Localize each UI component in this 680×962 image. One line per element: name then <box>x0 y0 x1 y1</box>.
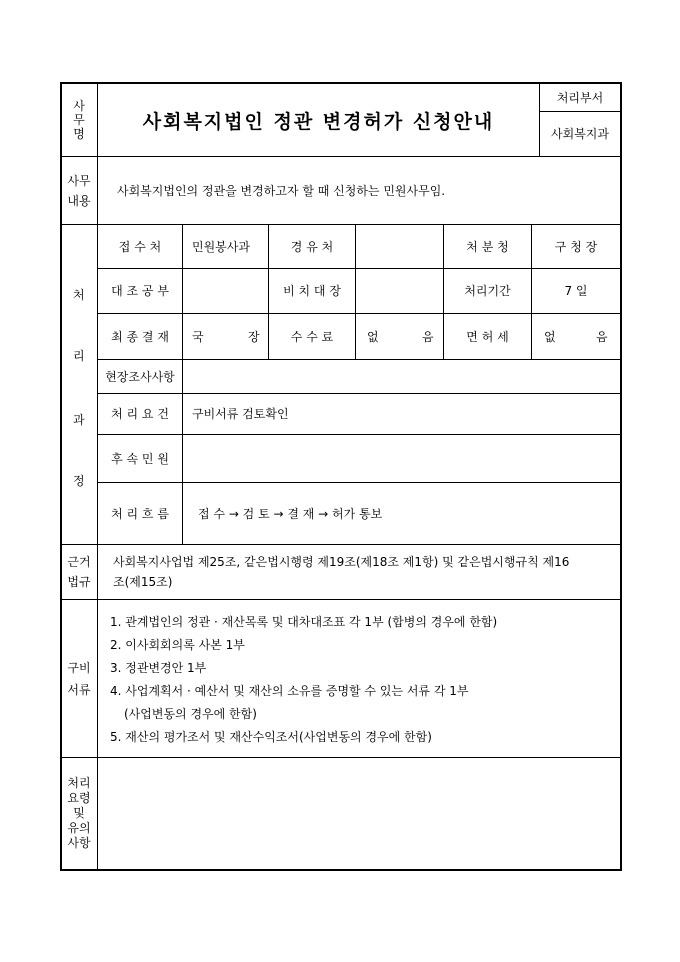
license-tax-label: 면 허 세 <box>466 329 509 344</box>
fee-label: 수 수 료 <box>290 329 334 344</box>
notes-label: 요령 <box>67 791 91 805</box>
legal-text-line: 조(제15조) <box>113 575 173 589</box>
notes-label: 처리 <box>67 776 91 790</box>
list-item: 1. 관계법인의 정관 · 재산목록 및 대차대조표 각 1부 (합병의 경우에 한함) <box>110 615 498 629</box>
license-tax-value-a: 없 <box>544 330 556 344</box>
page-title: 사회복지법인 정관 변경허가 신청안내 <box>142 110 495 133</box>
list-item: (사업변동의 경우에 한함) <box>124 707 257 721</box>
final-approval-label: 최 종 결 재 <box>111 329 169 344</box>
flow-label: 처 리 흐 름 <box>111 506 169 521</box>
via-label: 경 유 처 <box>290 239 334 254</box>
notes-label: 유의 <box>67 821 91 835</box>
fee-value-b: 음 <box>422 330 434 344</box>
followup-label: 후 속 민 원 <box>111 451 169 466</box>
license-tax-value-b: 음 <box>596 330 608 344</box>
title-side-label <box>61 84 97 156</box>
notes-label: 사항 <box>67 836 91 850</box>
final-approval-value-a: 국 <box>192 330 204 344</box>
documents-label: 서류 <box>67 682 91 697</box>
process-side-char: 과 <box>73 413 85 427</box>
documents-label: 구비 <box>67 660 91 675</box>
requirements-label: 처 리 요 건 <box>111 407 169 421</box>
dept-value: 사회복지과 <box>551 127 609 141</box>
disposition-label: 처 분 청 <box>466 239 509 254</box>
disposition-value: 구 청 장 <box>554 239 598 254</box>
register-label: 비 치 대 장 <box>283 284 341 298</box>
fee-value-a: 없 <box>367 330 379 344</box>
ledger-label: 대 조 공 부 <box>111 284 169 298</box>
flow-value: 접 수 → 검 토 → 결 재 → 허가 통보 <box>198 507 383 521</box>
list-item: 2. 이사회회의록 사본 1부 <box>110 638 245 652</box>
legal-text-line: 사회복지사업법 제25조, 같은법시행령 제19조(제18조 제1항) 및 같은법시행규칙 제16 <box>113 555 570 569</box>
list-item: 4. 사업계획서 · 예산서 및 재산의 소유를 증명할 수 있는 서류 각 1부 <box>110 684 469 698</box>
notes-label: 및 <box>73 806 85 820</box>
process-side-char: 정 <box>73 474 85 488</box>
legal-label: 근거 <box>67 555 91 569</box>
period-label: 처리기간 <box>464 284 511 298</box>
intake-value: 민원봉사과 <box>192 240 250 254</box>
side-char: 사 <box>73 99 85 113</box>
task-label: 내용 <box>67 193 91 208</box>
intake-label: 접 수 처 <box>118 239 162 254</box>
task-description: 사회복지법인의 정관을 변경하고자 할 때 신청하는 민원사무임. <box>117 184 446 198</box>
period-value: 7 일 <box>564 284 588 298</box>
task-label: 사무 <box>67 173 91 188</box>
process-side-char: 처 <box>73 288 85 302</box>
side-char: 명 <box>73 127 85 141</box>
final-approval-value-b: 장 <box>248 330 260 344</box>
dept-label: 처리부서 <box>556 90 604 105</box>
side-char: 무 <box>73 113 85 127</box>
list-item: 3. 정관변경안 1부 <box>110 661 207 675</box>
requirements-value: 구비서류 검토확인 <box>192 407 289 421</box>
site-inspection-label: 현장조사사항 <box>105 369 175 384</box>
process-side-char: 리 <box>73 349 85 363</box>
legal-label: 법규 <box>67 575 91 589</box>
list-item: 5. 재산의 평가조서 및 재산수익조서(사업변동의 경우에 한함) <box>110 730 432 744</box>
